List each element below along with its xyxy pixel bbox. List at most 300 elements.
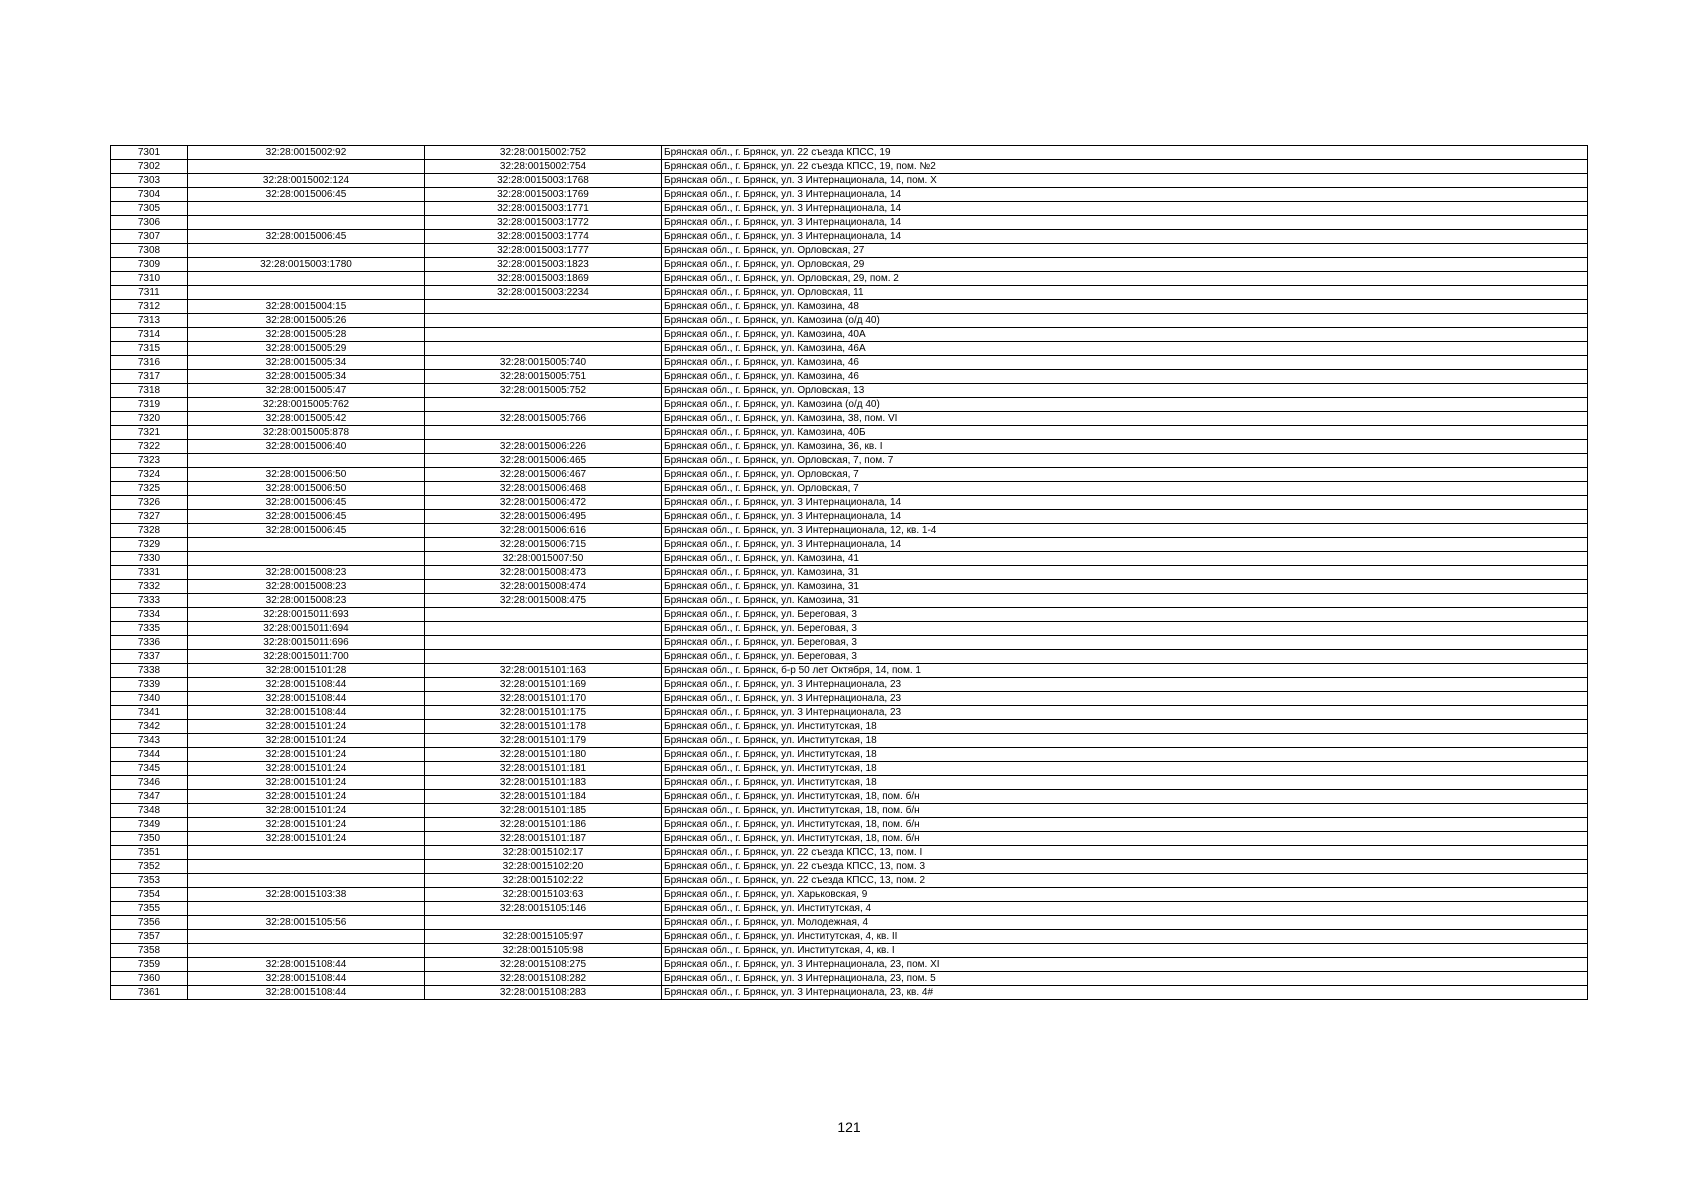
object-cadastral-number-cell: 32:28:0015003:1777 <box>425 244 662 258</box>
object-cadastral-number-cell: 32:28:0015101:181 <box>425 762 662 776</box>
land-cadastral-number-cell: 32:28:0015005:47 <box>188 384 425 398</box>
land-cadastral-number-cell: 32:28:0015006:45 <box>188 230 425 244</box>
object-cadastral-number-cell: 32:28:0015006:495 <box>425 510 662 524</box>
object-cadastral-number-cell: 32:28:0015006:468 <box>425 482 662 496</box>
object-cadastral-number-cell: 32:28:0015101:187 <box>425 832 662 846</box>
land-cadastral-number-cell: 32:28:0015008:23 <box>188 594 425 608</box>
object-cadastral-number-cell: 32:28:0015003:1774 <box>425 230 662 244</box>
address-cell: Брянская обл., г. Брянск, ул. Молодежная, 4 <box>662 916 1588 930</box>
table-row <box>111 272 1588 286</box>
table-row <box>111 552 1588 566</box>
table-row <box>111 664 1588 678</box>
address-cell: Брянская обл., г. Брянск, ул. 3 Интернационала, 23 <box>662 678 1588 692</box>
table-row <box>111 510 1588 524</box>
row-number-cell: 7340 <box>111 692 188 706</box>
object-cadastral-number-cell <box>425 300 662 314</box>
land-cadastral-number-cell: 32:28:0015101:24 <box>188 748 425 762</box>
table-row <box>111 888 1588 902</box>
table-row <box>111 776 1588 790</box>
row-number-cell: 7347 <box>111 790 188 804</box>
address-cell: Брянская обл., г. Брянск, ул. Институтская, 4 <box>662 902 1588 916</box>
table-row <box>111 496 1588 510</box>
table-row <box>111 398 1588 412</box>
row-number-cell: 7312 <box>111 300 188 314</box>
land-cadastral-number-cell: 32:28:0015005:42 <box>188 412 425 426</box>
address-cell: Брянская обл., г. Брянск, ул. Институтская, 18, пом. б/н <box>662 790 1588 804</box>
registry-table <box>110 145 1588 1000</box>
land-cadastral-number-cell: 32:28:0015101:24 <box>188 804 425 818</box>
object-cadastral-number-cell: 32:28:0015006:616 <box>425 524 662 538</box>
address-cell: Брянская обл., г. Брянск, ул. Камозина (о/д 40) <box>662 314 1588 328</box>
row-number-cell: 7321 <box>111 426 188 440</box>
row-number-cell: 7334 <box>111 608 188 622</box>
object-cadastral-number-cell: 32:28:0015102:22 <box>425 874 662 888</box>
table-row <box>111 412 1588 426</box>
land-cadastral-number-cell: 32:28:0015011:694 <box>188 622 425 636</box>
row-number-cell: 7333 <box>111 594 188 608</box>
land-cadastral-number-cell: 32:28:0015101:24 <box>188 818 425 832</box>
table-row <box>111 972 1588 986</box>
row-number-cell: 7358 <box>111 944 188 958</box>
land-cadastral-number-cell <box>188 902 425 916</box>
object-cadastral-number-cell <box>425 608 662 622</box>
object-cadastral-number-cell: 32:28:0015105:98 <box>425 944 662 958</box>
object-cadastral-number-cell: 32:28:0015006:226 <box>425 440 662 454</box>
land-cadastral-number-cell: 32:28:0015005:28 <box>188 328 425 342</box>
object-cadastral-number-cell: 32:28:0015003:2234 <box>425 286 662 300</box>
address-cell: Брянская обл., г. Брянск, ул. 3 Интернационала, 23, пом. XI <box>662 958 1588 972</box>
object-cadastral-number-cell: 32:28:0015108:283 <box>425 986 662 1000</box>
address-cell: Брянская обл., г. Брянск, ул. 3 Интернационала, 12, кв. 1-4 <box>662 524 1588 538</box>
row-number-cell: 7356 <box>111 916 188 930</box>
row-number-cell: 7349 <box>111 818 188 832</box>
address-cell: Брянская обл., г. Брянск, ул. Институтская, 4, кв. II <box>662 930 1588 944</box>
land-cadastral-number-cell: 32:28:0015005:34 <box>188 356 425 370</box>
row-number-cell: 7323 <box>111 454 188 468</box>
land-cadastral-number-cell: 32:28:0015002:124 <box>188 174 425 188</box>
address-cell: Брянская обл., г. Брянск, ул. Камозина, 36, кв. I <box>662 440 1588 454</box>
row-number-cell: 7344 <box>111 748 188 762</box>
row-number-cell: 7354 <box>111 888 188 902</box>
row-number-cell: 7310 <box>111 272 188 286</box>
land-cadastral-number-cell <box>188 286 425 300</box>
land-cadastral-number-cell: 32:28:0015108:44 <box>188 678 425 692</box>
row-number-cell: 7339 <box>111 678 188 692</box>
object-cadastral-number-cell <box>425 328 662 342</box>
address-cell: Брянская обл., г. Брянск, ул. Институтская, 18 <box>662 748 1588 762</box>
address-cell: Брянская обл., г. Брянск, ул. 22 съезда КПСС, 19, пом. №2 <box>662 160 1588 174</box>
table-row <box>111 734 1588 748</box>
row-number-cell: 7351 <box>111 846 188 860</box>
land-cadastral-number-cell: 32:28:0015011:693 <box>188 608 425 622</box>
address-cell: Брянская обл., г. Брянск, ул. 3 Интернационала, 14 <box>662 230 1588 244</box>
address-cell: Брянская обл., г. Брянск, ул. Камозина, 31 <box>662 594 1588 608</box>
row-number-cell: 7313 <box>111 314 188 328</box>
address-cell: Брянская обл., г. Брянск, ул. 3 Интернационала, 23 <box>662 706 1588 720</box>
address-cell: Брянская обл., г. Брянск, ул. Камозина, 31 <box>662 566 1588 580</box>
address-cell: Брянская обл., г. Брянск, ул. Камозина, 46А <box>662 342 1588 356</box>
table-row <box>111 902 1588 916</box>
address-cell: Брянская обл., г. Брянск, ул. 3 Интернационала, 14, пом. X <box>662 174 1588 188</box>
address-cell: Брянская обл., г. Брянск, ул. 3 Интернационала, 14 <box>662 496 1588 510</box>
row-number-cell: 7331 <box>111 566 188 580</box>
object-cadastral-number-cell: 32:28:0015008:473 <box>425 566 662 580</box>
table-row <box>111 468 1588 482</box>
table-row <box>111 678 1588 692</box>
row-number-cell: 7329 <box>111 538 188 552</box>
land-cadastral-number-cell: 32:28:0015005:26 <box>188 314 425 328</box>
object-cadastral-number-cell: 32:28:0015002:754 <box>425 160 662 174</box>
table-row <box>111 188 1588 202</box>
address-cell: Брянская обл., г. Брянск, ул. Институтская, 18 <box>662 762 1588 776</box>
land-cadastral-number-cell <box>188 944 425 958</box>
row-number-cell: 7335 <box>111 622 188 636</box>
land-cadastral-number-cell: 32:28:0015006:40 <box>188 440 425 454</box>
address-cell: Брянская обл., г. Брянск, ул. Камозина, 41 <box>662 552 1588 566</box>
land-cadastral-number-cell <box>188 216 425 230</box>
row-number-cell: 7314 <box>111 328 188 342</box>
land-cadastral-number-cell: 32:28:0015003:1780 <box>188 258 425 272</box>
land-cadastral-number-cell <box>188 552 425 566</box>
row-number-cell: 7359 <box>111 958 188 972</box>
row-number-cell: 7309 <box>111 258 188 272</box>
table-row <box>111 342 1588 356</box>
table-row <box>111 566 1588 580</box>
land-cadastral-number-cell: 32:28:0015006:45 <box>188 496 425 510</box>
land-cadastral-number-cell <box>188 538 425 552</box>
land-cadastral-number-cell: 32:28:0015101:24 <box>188 734 425 748</box>
object-cadastral-number-cell <box>425 650 662 664</box>
row-number-cell: 7330 <box>111 552 188 566</box>
row-number-cell: 7338 <box>111 664 188 678</box>
object-cadastral-number-cell <box>425 314 662 328</box>
table-row <box>111 440 1588 454</box>
row-number-cell: 7342 <box>111 720 188 734</box>
object-cadastral-number-cell <box>425 342 662 356</box>
table-row <box>111 314 1588 328</box>
address-cell: Брянская обл., г. Брянск, ул. 22 съезда КПСС, 13, пом. I <box>662 846 1588 860</box>
address-cell: Брянская обл., г. Брянск, ул. 3 Интернационала, 23, кв. 4# <box>662 986 1588 1000</box>
table-row <box>111 916 1588 930</box>
object-cadastral-number-cell: 32:28:0015005:752 <box>425 384 662 398</box>
row-number-cell: 7320 <box>111 412 188 426</box>
land-cadastral-number-cell: 32:28:0015101:24 <box>188 776 425 790</box>
address-cell: Брянская обл., г. Брянск, б-р 50 лет Октября, 14, пом. 1 <box>662 664 1588 678</box>
table-row <box>111 930 1588 944</box>
address-cell: Брянская обл., г. Брянск, ул. Институтская, 18 <box>662 720 1588 734</box>
object-cadastral-number-cell: 32:28:0015105:146 <box>425 902 662 916</box>
table-row <box>111 356 1588 370</box>
address-cell: Брянская обл., г. Брянск, ул. Орловская, 29, пом. 2 <box>662 272 1588 286</box>
row-number-cell: 7311 <box>111 286 188 300</box>
table-row <box>111 818 1588 832</box>
object-cadastral-number-cell <box>425 426 662 440</box>
land-cadastral-number-cell <box>188 846 425 860</box>
table-row <box>111 874 1588 888</box>
object-cadastral-number-cell: 32:28:0015005:751 <box>425 370 662 384</box>
land-cadastral-number-cell: 32:28:0015008:23 <box>188 580 425 594</box>
table-row <box>111 258 1588 272</box>
address-cell: Брянская обл., г. Брянск, ул. Харьковская, 9 <box>662 888 1588 902</box>
land-cadastral-number-cell <box>188 202 425 216</box>
table-row <box>111 384 1588 398</box>
row-number-cell: 7325 <box>111 482 188 496</box>
land-cadastral-number-cell: 32:28:0015006:45 <box>188 510 425 524</box>
row-number-cell: 7301 <box>111 146 188 160</box>
row-number-cell: 7318 <box>111 384 188 398</box>
row-number-cell: 7336 <box>111 636 188 650</box>
object-cadastral-number-cell: 32:28:0015105:97 <box>425 930 662 944</box>
object-cadastral-number-cell: 32:28:0015102:20 <box>425 860 662 874</box>
address-cell: Брянская обл., г. Брянск, ул. 3 Интернационала, 23 <box>662 692 1588 706</box>
land-cadastral-number-cell: 32:28:0015101:24 <box>188 720 425 734</box>
row-number-cell: 7360 <box>111 972 188 986</box>
object-cadastral-number-cell: 32:28:0015108:275 <box>425 958 662 972</box>
land-cadastral-number-cell: 32:28:0015011:696 <box>188 636 425 650</box>
land-cadastral-number-cell: 32:28:0015103:38 <box>188 888 425 902</box>
row-number-cell: 7327 <box>111 510 188 524</box>
address-cell: Брянская обл., г. Брянск, ул. Береговая, 3 <box>662 636 1588 650</box>
address-cell: Брянская обл., г. Брянск, ул. Береговая, 3 <box>662 650 1588 664</box>
row-number-cell: 7324 <box>111 468 188 482</box>
address-cell: Брянская обл., г. Брянск, ул. Институтская, 18, пом. б/н <box>662 818 1588 832</box>
row-number-cell: 7319 <box>111 398 188 412</box>
address-cell: Брянская обл., г. Брянск, ул. Орловская, 7, пом. 7 <box>662 454 1588 468</box>
address-cell: Брянская обл., г. Брянск, ул. 22 съезда КПСС, 13, пом. 3 <box>662 860 1588 874</box>
object-cadastral-number-cell: 32:28:0015003:1772 <box>425 216 662 230</box>
row-number-cell: 7304 <box>111 188 188 202</box>
address-cell: Брянская обл., г. Брянск, ул. 3 Интернационала, 14 <box>662 188 1588 202</box>
object-cadastral-number-cell: 32:28:0015103:63 <box>425 888 662 902</box>
address-cell: Брянская обл., г. Брянск, ул. Орловская, 27 <box>662 244 1588 258</box>
land-cadastral-number-cell <box>188 244 425 258</box>
table-row <box>111 958 1588 972</box>
land-cadastral-number-cell: 32:28:0015108:44 <box>188 972 425 986</box>
object-cadastral-number-cell: 32:28:0015007:50 <box>425 552 662 566</box>
object-cadastral-number-cell: 32:28:0015008:475 <box>425 594 662 608</box>
land-cadastral-number-cell <box>188 874 425 888</box>
address-cell: Брянская обл., г. Брянск, ул. 22 съезда КПСС, 13, пом. 2 <box>662 874 1588 888</box>
table-row <box>111 762 1588 776</box>
row-number-cell: 7303 <box>111 174 188 188</box>
table-row <box>111 230 1588 244</box>
row-number-cell: 7345 <box>111 762 188 776</box>
object-cadastral-number-cell: 32:28:0015101:175 <box>425 706 662 720</box>
address-cell: Брянская обл., г. Брянск, ул. Орловская, 11 <box>662 286 1588 300</box>
row-number-cell: 7316 <box>111 356 188 370</box>
address-cell: Брянская обл., г. Брянск, ул. Камозина, 40Б <box>662 426 1588 440</box>
row-number-cell: 7322 <box>111 440 188 454</box>
table-row <box>111 944 1588 958</box>
table-row <box>111 216 1588 230</box>
address-cell: Брянская обл., г. Брянск, ул. Институтская, 18 <box>662 734 1588 748</box>
address-cell: Брянская обл., г. Брянск, ул. Институтская, 18 <box>662 776 1588 790</box>
table-row <box>111 146 1588 160</box>
object-cadastral-number-cell: 32:28:0015101:179 <box>425 734 662 748</box>
table-row <box>111 748 1588 762</box>
table-row <box>111 804 1588 818</box>
land-cadastral-number-cell: 32:28:0015108:44 <box>188 692 425 706</box>
table-row <box>111 846 1588 860</box>
table-row <box>111 454 1588 468</box>
object-cadastral-number-cell: 32:28:0015003:1771 <box>425 202 662 216</box>
address-cell: Брянская обл., г. Брянск, ул. Институтская, 4, кв. I <box>662 944 1588 958</box>
address-cell: Брянская обл., г. Брянск, ул. 3 Интернационала, 14 <box>662 202 1588 216</box>
address-cell: Брянская обл., г. Брянск, ул. Камозина, 40А <box>662 328 1588 342</box>
row-number-cell: 7315 <box>111 342 188 356</box>
address-cell: Брянская обл., г. Брянск, ул. Институтская, 18, пом. б/н <box>662 804 1588 818</box>
table-row <box>111 202 1588 216</box>
land-cadastral-number-cell <box>188 454 425 468</box>
address-cell: Брянская обл., г. Брянск, ул. Камозина, 46 <box>662 356 1588 370</box>
object-cadastral-number-cell: 32:28:0015101:169 <box>425 678 662 692</box>
land-cadastral-number-cell <box>188 930 425 944</box>
object-cadastral-number-cell: 32:28:0015005:740 <box>425 356 662 370</box>
object-cadastral-number-cell: 32:28:0015006:472 <box>425 496 662 510</box>
row-number-cell: 7350 <box>111 832 188 846</box>
address-cell: Брянская обл., г. Брянск, ул. Орловская, 7 <box>662 482 1588 496</box>
address-cell: Брянская обл., г. Брянск, ул. Камозина, 46 <box>662 370 1588 384</box>
land-cadastral-number-cell: 32:28:0015101:24 <box>188 762 425 776</box>
row-number-cell: 7357 <box>111 930 188 944</box>
table-row <box>111 174 1588 188</box>
object-cadastral-number-cell: 32:28:0015102:17 <box>425 846 662 860</box>
object-cadastral-number-cell: 32:28:0015006:465 <box>425 454 662 468</box>
table-row <box>111 244 1588 258</box>
table-row <box>111 300 1588 314</box>
address-cell: Брянская обл., г. Брянск, ул. Орловская, 29 <box>662 258 1588 272</box>
land-cadastral-number-cell: 32:28:0015108:44 <box>188 958 425 972</box>
land-cadastral-number-cell: 32:28:0015005:34 <box>188 370 425 384</box>
object-cadastral-number-cell: 32:28:0015101:183 <box>425 776 662 790</box>
table-row <box>111 986 1588 1000</box>
table-row <box>111 538 1588 552</box>
land-cadastral-number-cell <box>188 272 425 286</box>
object-cadastral-number-cell: 32:28:0015101:163 <box>425 664 662 678</box>
row-number-cell: 7317 <box>111 370 188 384</box>
row-number-cell: 7341 <box>111 706 188 720</box>
land-cadastral-number-cell <box>188 160 425 174</box>
table-row <box>111 286 1588 300</box>
object-cadastral-number-cell <box>425 622 662 636</box>
address-cell: Брянская обл., г. Брянск, ул. Орловская, 13 <box>662 384 1588 398</box>
land-cadastral-number-cell: 32:28:0015004:15 <box>188 300 425 314</box>
object-cadastral-number-cell: 32:28:0015003:1823 <box>425 258 662 272</box>
land-cadastral-number-cell: 32:28:0015005:29 <box>188 342 425 356</box>
table-row <box>111 790 1588 804</box>
address-cell: Брянская обл., г. Брянск, ул. Камозина, 31 <box>662 580 1588 594</box>
object-cadastral-number-cell: 32:28:0015008:474 <box>425 580 662 594</box>
row-number-cell: 7308 <box>111 244 188 258</box>
object-cadastral-number-cell: 32:28:0015003:1768 <box>425 174 662 188</box>
address-cell: Брянская обл., г. Брянск, ул. 3 Интернационала, 14 <box>662 538 1588 552</box>
row-number-cell: 7332 <box>111 580 188 594</box>
row-number-cell: 7353 <box>111 874 188 888</box>
address-cell: Брянская обл., г. Брянск, ул. Камозина, 48 <box>662 300 1588 314</box>
object-cadastral-number-cell: 32:28:0015101:170 <box>425 692 662 706</box>
row-number-cell: 7307 <box>111 230 188 244</box>
row-number-cell: 7326 <box>111 496 188 510</box>
table-row <box>111 692 1588 706</box>
object-cadastral-number-cell: 32:28:0015108:282 <box>425 972 662 986</box>
table-row <box>111 636 1588 650</box>
land-cadastral-number-cell: 32:28:0015006:45 <box>188 188 425 202</box>
row-number-cell: 7352 <box>111 860 188 874</box>
table-row <box>111 160 1588 174</box>
address-cell: Брянская обл., г. Брянск, ул. Орловская, 7 <box>662 468 1588 482</box>
land-cadastral-number-cell: 32:28:0015006:50 <box>188 468 425 482</box>
object-cadastral-number-cell <box>425 916 662 930</box>
table-row <box>111 832 1588 846</box>
object-cadastral-number-cell: 32:28:0015101:184 <box>425 790 662 804</box>
land-cadastral-number-cell: 32:28:0015002:92 <box>188 146 425 160</box>
table-row <box>111 580 1588 594</box>
table-row <box>111 594 1588 608</box>
object-cadastral-number-cell <box>425 636 662 650</box>
table-row <box>111 370 1588 384</box>
land-cadastral-number-cell: 32:28:0015006:45 <box>188 524 425 538</box>
object-cadastral-number-cell: 32:28:0015101:180 <box>425 748 662 762</box>
object-cadastral-number-cell: 32:28:0015101:185 <box>425 804 662 818</box>
object-cadastral-number-cell: 32:28:0015005:766 <box>425 412 662 426</box>
address-cell: Брянская обл., г. Брянск, ул. Береговая, 3 <box>662 622 1588 636</box>
address-cell: Брянская обл., г. Брянск, ул. Институтская, 18, пом. б/н <box>662 832 1588 846</box>
address-cell: Брянская обл., г. Брянск, ул. Береговая, 3 <box>662 608 1588 622</box>
table-row <box>111 426 1588 440</box>
object-cadastral-number-cell: 32:28:0015006:715 <box>425 538 662 552</box>
table-row <box>111 622 1588 636</box>
table-row <box>111 720 1588 734</box>
object-cadastral-number-cell: 32:28:0015101:186 <box>425 818 662 832</box>
land-cadastral-number-cell: 32:28:0015005:878 <box>188 426 425 440</box>
object-cadastral-number-cell <box>425 398 662 412</box>
object-cadastral-number-cell: 32:28:0015006:467 <box>425 468 662 482</box>
row-number-cell: 7361 <box>111 986 188 1000</box>
registry-table-body <box>111 146 1588 1000</box>
land-cadastral-number-cell: 32:28:0015101:24 <box>188 832 425 846</box>
row-number-cell: 7305 <box>111 202 188 216</box>
table-row <box>111 482 1588 496</box>
table-row <box>111 328 1588 342</box>
object-cadastral-number-cell: 32:28:0015003:1869 <box>425 272 662 286</box>
land-cadastral-number-cell: 32:28:0015005:762 <box>188 398 425 412</box>
address-cell: Брянская обл., г. Брянск, ул. 22 съезда КПСС, 19 <box>662 146 1588 160</box>
row-number-cell: 7328 <box>111 524 188 538</box>
land-cadastral-number-cell: 32:28:0015006:50 <box>188 482 425 496</box>
address-cell: Брянская обл., г. Брянск, ул. 3 Интернационала, 14 <box>662 510 1588 524</box>
table-row <box>111 524 1588 538</box>
object-cadastral-number-cell: 32:28:0015003:1769 <box>425 188 662 202</box>
address-cell: Брянская обл., г. Брянск, ул. Камозина (о/д 40) <box>662 398 1588 412</box>
table-row <box>111 706 1588 720</box>
address-cell: Брянская обл., г. Брянск, ул. Камозина, 38, пом. VI <box>662 412 1588 426</box>
address-cell: Брянская обл., г. Брянск, ул. 3 Интернационала, 14 <box>662 216 1588 230</box>
land-cadastral-number-cell: 32:28:0015101:24 <box>188 790 425 804</box>
land-cadastral-number-cell: 32:28:0015011:700 <box>188 650 425 664</box>
row-number-cell: 7302 <box>111 160 188 174</box>
table-row <box>111 608 1588 622</box>
address-cell: Брянская обл., г. Брянск, ул. 3 Интернационала, 23, пом. 5 <box>662 972 1588 986</box>
row-number-cell: 7306 <box>111 216 188 230</box>
row-number-cell: 7337 <box>111 650 188 664</box>
row-number-cell: 7343 <box>111 734 188 748</box>
land-cadastral-number-cell <box>188 860 425 874</box>
object-cadastral-number-cell: 32:28:0015002:752 <box>425 146 662 160</box>
object-cadastral-number-cell: 32:28:0015101:178 <box>425 720 662 734</box>
table-row <box>111 650 1588 664</box>
row-number-cell: 7348 <box>111 804 188 818</box>
row-number-cell: 7355 <box>111 902 188 916</box>
